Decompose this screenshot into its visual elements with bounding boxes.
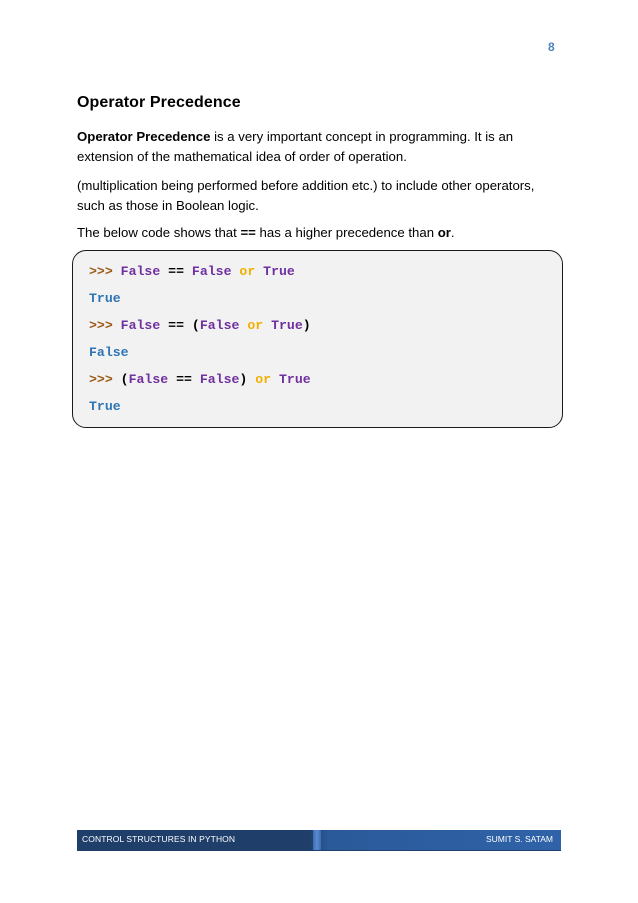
footer-right-text: SUMIT S. SATAM [485,834,553,844]
paragraph-3-pre: The below code shows that [77,225,241,240]
term-equality-operator: == [240,225,256,240]
prompt: >>> [89,318,113,333]
code-paren: ( [120,372,129,387]
code-value: True [279,372,311,387]
code-box [72,250,563,428]
term-or-operator: or [437,225,451,240]
code-output-3: True [89,399,121,414]
paragraph-3-mid: has a higher precedence than [255,225,438,240]
code-output-1: True [89,291,121,306]
prompt: >>> [89,264,113,279]
footer-left-text: CONTROL STRUCTURES IN PYTHON [82,834,236,844]
code-value: False [120,318,161,333]
code-operator: == [176,372,192,387]
footer-divider [313,830,321,850]
paragraph-2-text: (multiplication being performed before addition etc.) to include other operators, such as those in Boolean logic. [77,178,535,213]
code-value: False [191,264,232,279]
code-keyword-or: or [255,372,272,387]
code-value: False [120,264,161,279]
section-heading: Operator Precedence [77,94,241,111]
code-line-5 [89,372,311,387]
code-value: False [128,372,169,387]
code-paren: ( [191,318,200,333]
footer-bar [77,830,561,851]
term-operator-precedence: Operator Precedence [77,129,211,144]
code-keyword-or: or [239,264,256,279]
code-value: False [199,372,240,387]
code-line-3 [89,318,311,333]
code-line-1 [89,264,295,279]
paragraph-1-text: is a very important concept in programming. It is an extension of the mathematical idea of order of operation. [77,129,514,164]
code-value: True [263,264,295,279]
code-value: False [199,318,240,333]
paragraph-3 [77,223,547,243]
paragraph-3-end: . [450,225,455,240]
code-keyword-or: or [247,318,264,333]
code-operator: == [168,318,184,333]
paragraph-1 [77,127,547,167]
code-value: True [271,318,303,333]
prompt: >>> [89,372,113,387]
page-number: 8 [548,40,555,54]
code-paren: ) [302,318,311,333]
code-paren: ) [239,372,248,387]
code-output-2: False [89,345,129,360]
paragraph-2 [77,176,547,216]
code-operator: == [168,264,184,279]
